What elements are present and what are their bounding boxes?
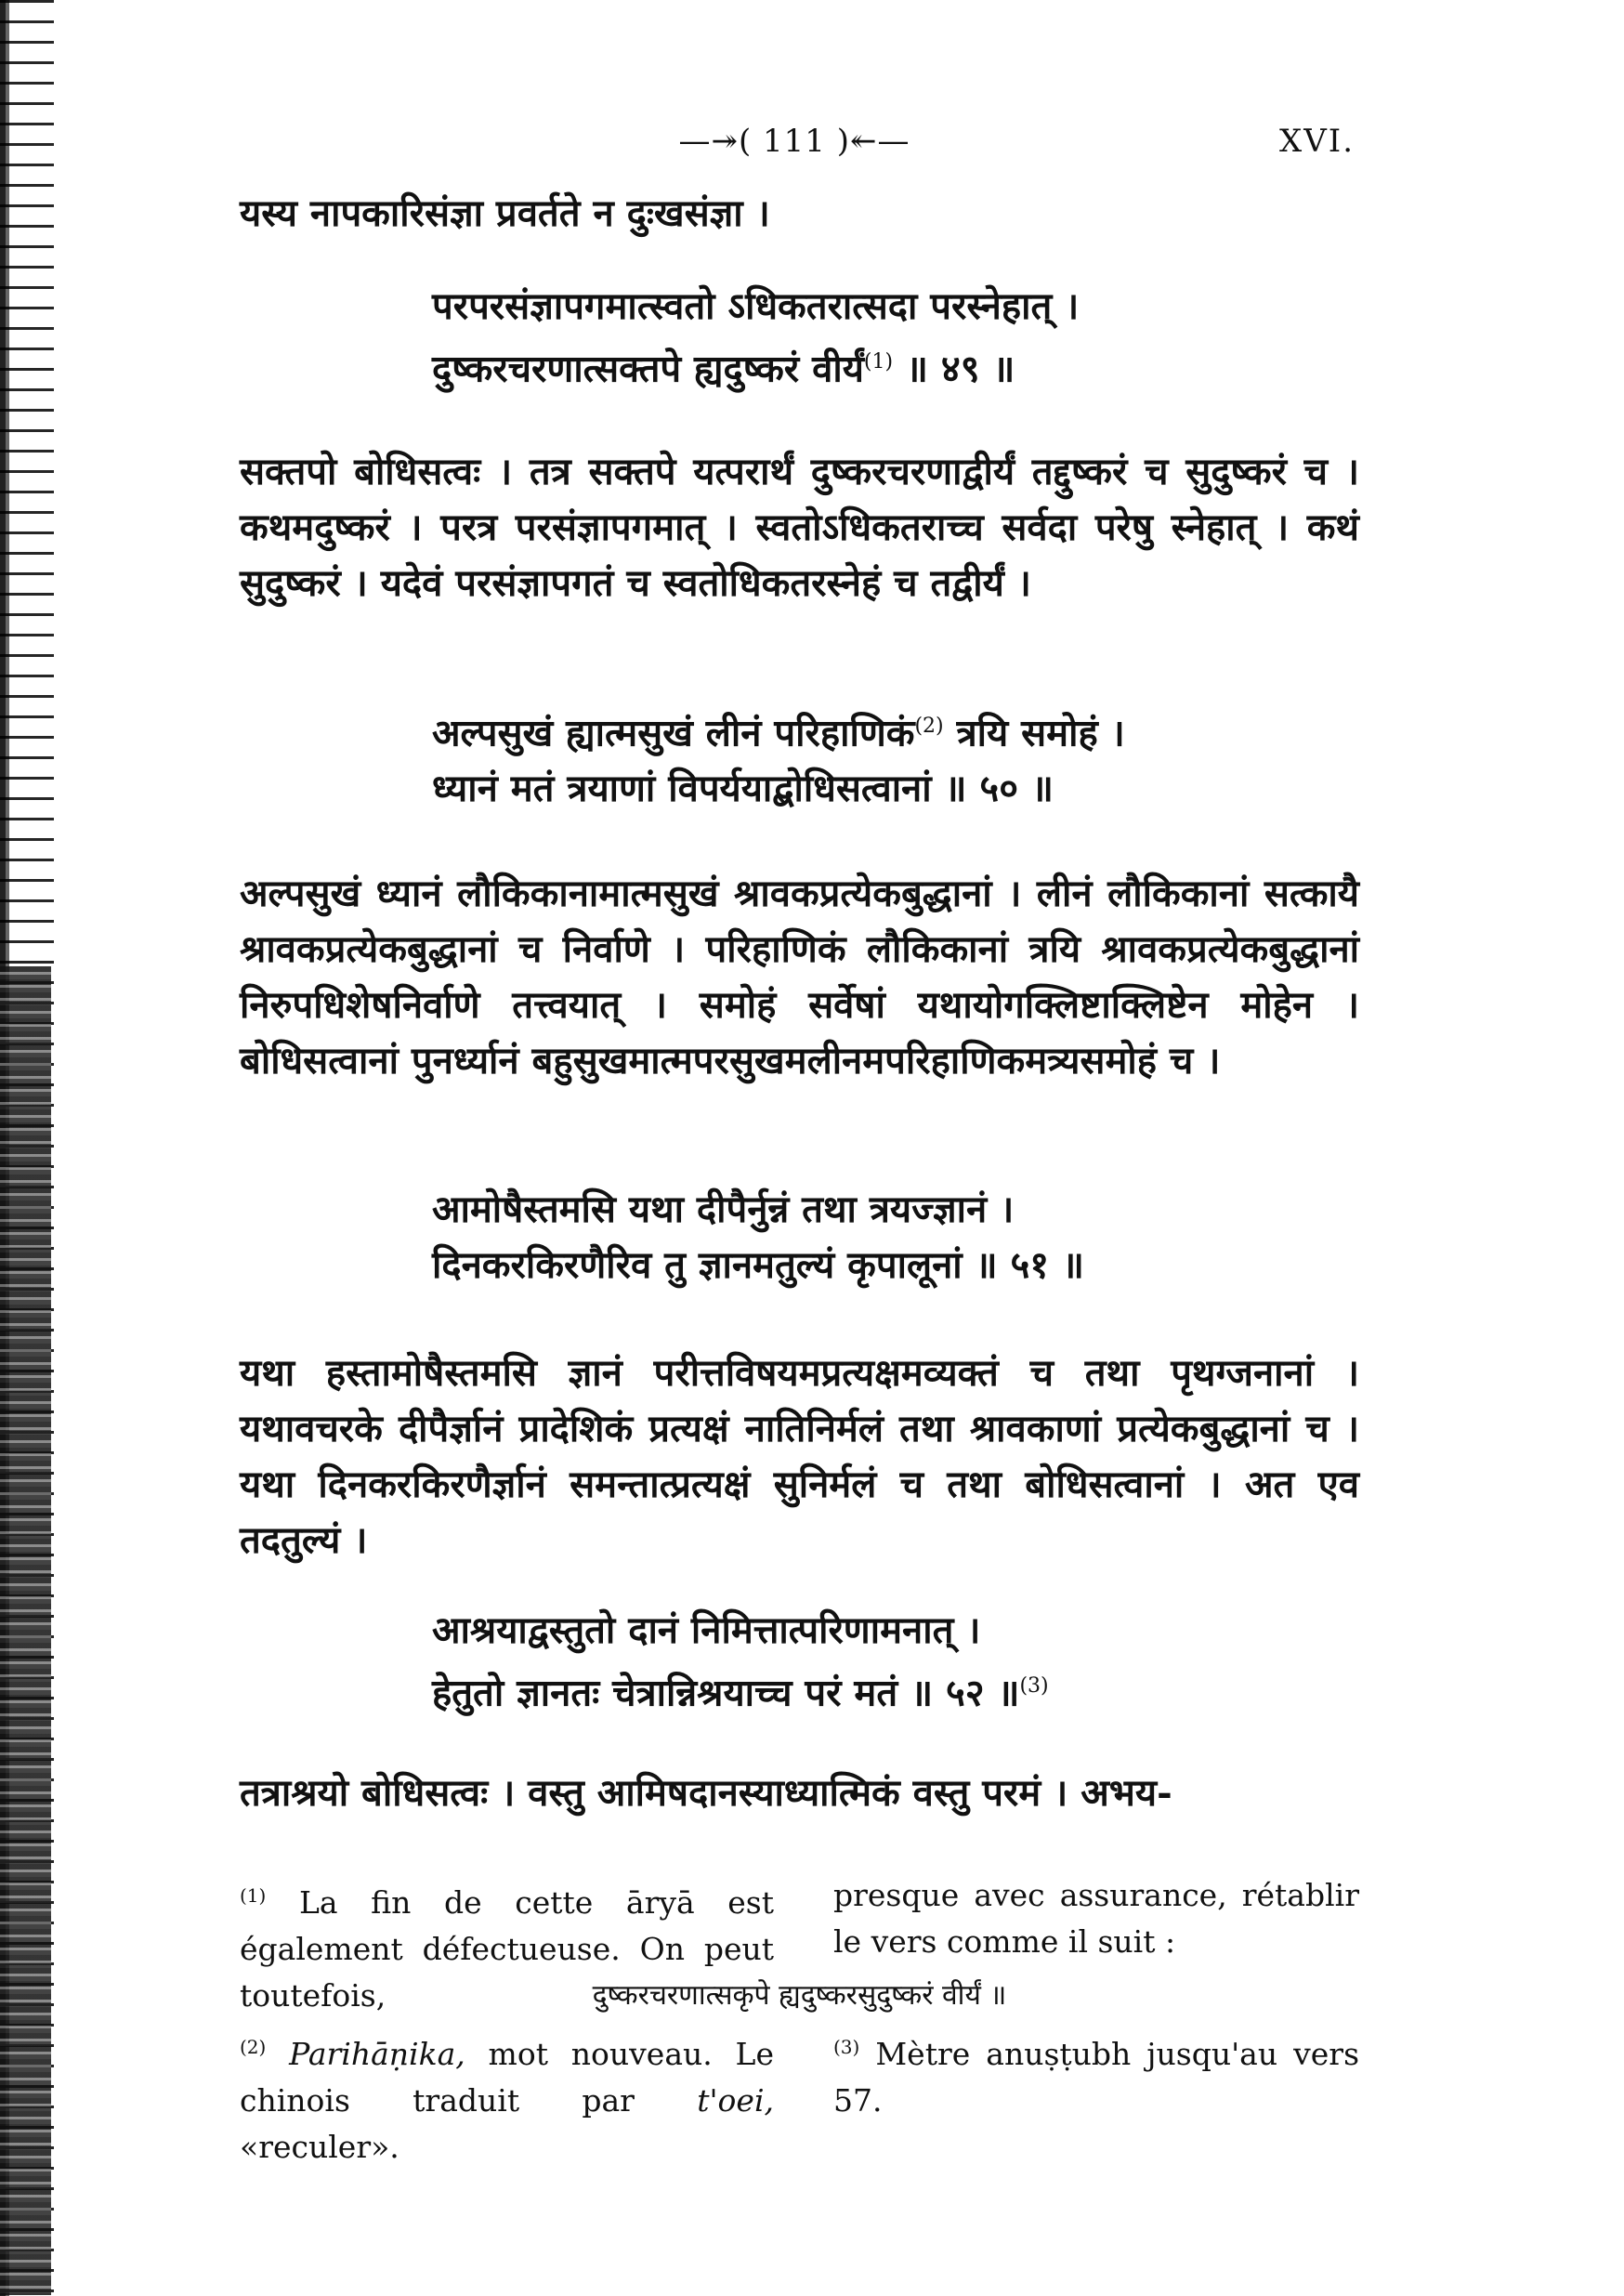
commentary-paragraph: सक्तपो बोधिसत्वः । तत्र सक्तपे यत्परार्थं दुष्करचरणाद्वीर्यं तद्दुष्करं च सुदुष्करं च । कथमदुष्करं । परत्र परसंज्ञापगमात् । स्वतोऽधिकतराच्च सर्वदा परेषु स्नेहात् । कथं सुदुष्करं । यदेवं परसंज्ञापगतं च स्वतोधिकतरस्नेहं च तद्वीर्यं । [240,450,1359,605]
verse-line: आमोषैस्तमसि यथा दीपैर्नुन्नं तथा त्रयज्ज्ञानं । [432,1187,1015,1231]
commentary-line: तत्राश्रयो बोधिसत्वः । वस्तु आमिषदानस्याध्यात्मिकं वस्तु परमं । अभय- [240,1771,1172,1815]
footnote-3: $^{(3)}$ Mètre anuṣṭubh jusqu'au vers 57. [833,2036,1359,2119]
footnote-2: $^{(2)}$ Parihāṇika, mot nouveau. Le chinois traduit par t'oei, «reculer». [240,2036,774,2165]
footnote-1-left: $^{(1)}$ La fin de cette āryā est également défectueuse. On peut toutefois, [240,1884,774,2014]
verse-line: दुष्करचरणात्सक्तपे ह्यदुष्करं वीर्यं$^{(1)}$ ॥ ४९ ॥ [432,347,1015,391]
chapter-number: XVI. [1279,123,1355,160]
verse-line: ध्यानं मतं त्रयाणां विपर्ययाद्बोधिसत्वानां ॥ ५० ॥ [432,767,1054,811]
verse-line: अल्पसुखं ह्यात्मसुखं लीनं परिहाणिकं$^{(2)}$ त्रयि समोहं । [432,711,1125,755]
verse-line: दिनकरकिरणैरिव तु ज्ञानमतुल्यं कृपालूनां ॥ ५१ ॥ [432,1243,1084,1287]
footnote-ref: (2) [914,715,944,738]
footnote-ref: (1) [863,350,894,374]
running-head [0,123,1624,169]
footnote-ref: (3) [1019,1674,1049,1698]
verse-line: परपरसंज्ञापगमात्स्वतो ऽधिकतरात्सदा परस्नेहात् । [432,284,1080,328]
verse-line: हेतुतो ज्ञानतः चेत्रान्निश्रयाच्च परं मतं ॥ ५२ ॥$^{(3)}$ [432,1671,1049,1715]
page-number: —↠( 111 )↞— [678,123,910,160]
verse-50 [432,699,1268,817]
commentary-paragraph: अल्पसुखं ध्यानं लौकिकानामात्मसुखं श्रावकप्रत्येकबुद्धानां । लीनं लौकिकानां सत्कायै श्रावकप्रत्येकबुद्धानां च निर्वाणे । परिहाणिकं लौकिकानां त्रयि श्रावकप्रत्येकबुद्धानां निरुपधिशेषनिर्वाणे तत्त्वयात् । समोहं सर्वेषां यथायोगक्लिष्टाक्लिष्टेन मोहेन । बोधिसत्वानां पुनर्ध्यानं बहुसुखमात्मपरसुखमलीनमपरिहाणिकमत्र्यसमोहं च । [240,872,1359,1082]
verse-49 [432,279,1268,397]
footnote-1-verse: दुष्करचरणात्सकृपे ह्यदुष्करसुदुष्करं वीर्यं ॥ [592,1979,1007,2012]
verse-line: आश्रयाद्वस्तुतो दानं निमित्तात्परिणामनात् । [432,1608,981,1652]
footnote-1-right: presque avec assurance, rétablir le vers comme il suit : [833,1877,1359,1960]
commentary-paragraph: यथा हस्तामोषैस्तमसि ज्ञानं परीत्तविषयमप्रत्यक्षमव्यक्तं च तथा पृथग्जनानां । यथावचरके दीपैर्ज्ञानं प्रादेशिकं प्रत्यक्षं नातिनिर्मलं तथा श्रावकाणां प्रत्येकबुद्धानां च । यथा दिनकरकिरणैर्ज्ञानं समन्तात्प्रत्यक्षं सुनिर्मलं च तथा बोधिसत्वानां । अत एव तदतुल्यं । [240,1351,1359,1562]
verse-52 [432,1603,1268,1721]
verse-51 [432,1182,1268,1293]
prose-line: यस्य नापकारिसंज्ञा प्रवर्तते न दुःखसंज्ञा । [240,191,770,235]
